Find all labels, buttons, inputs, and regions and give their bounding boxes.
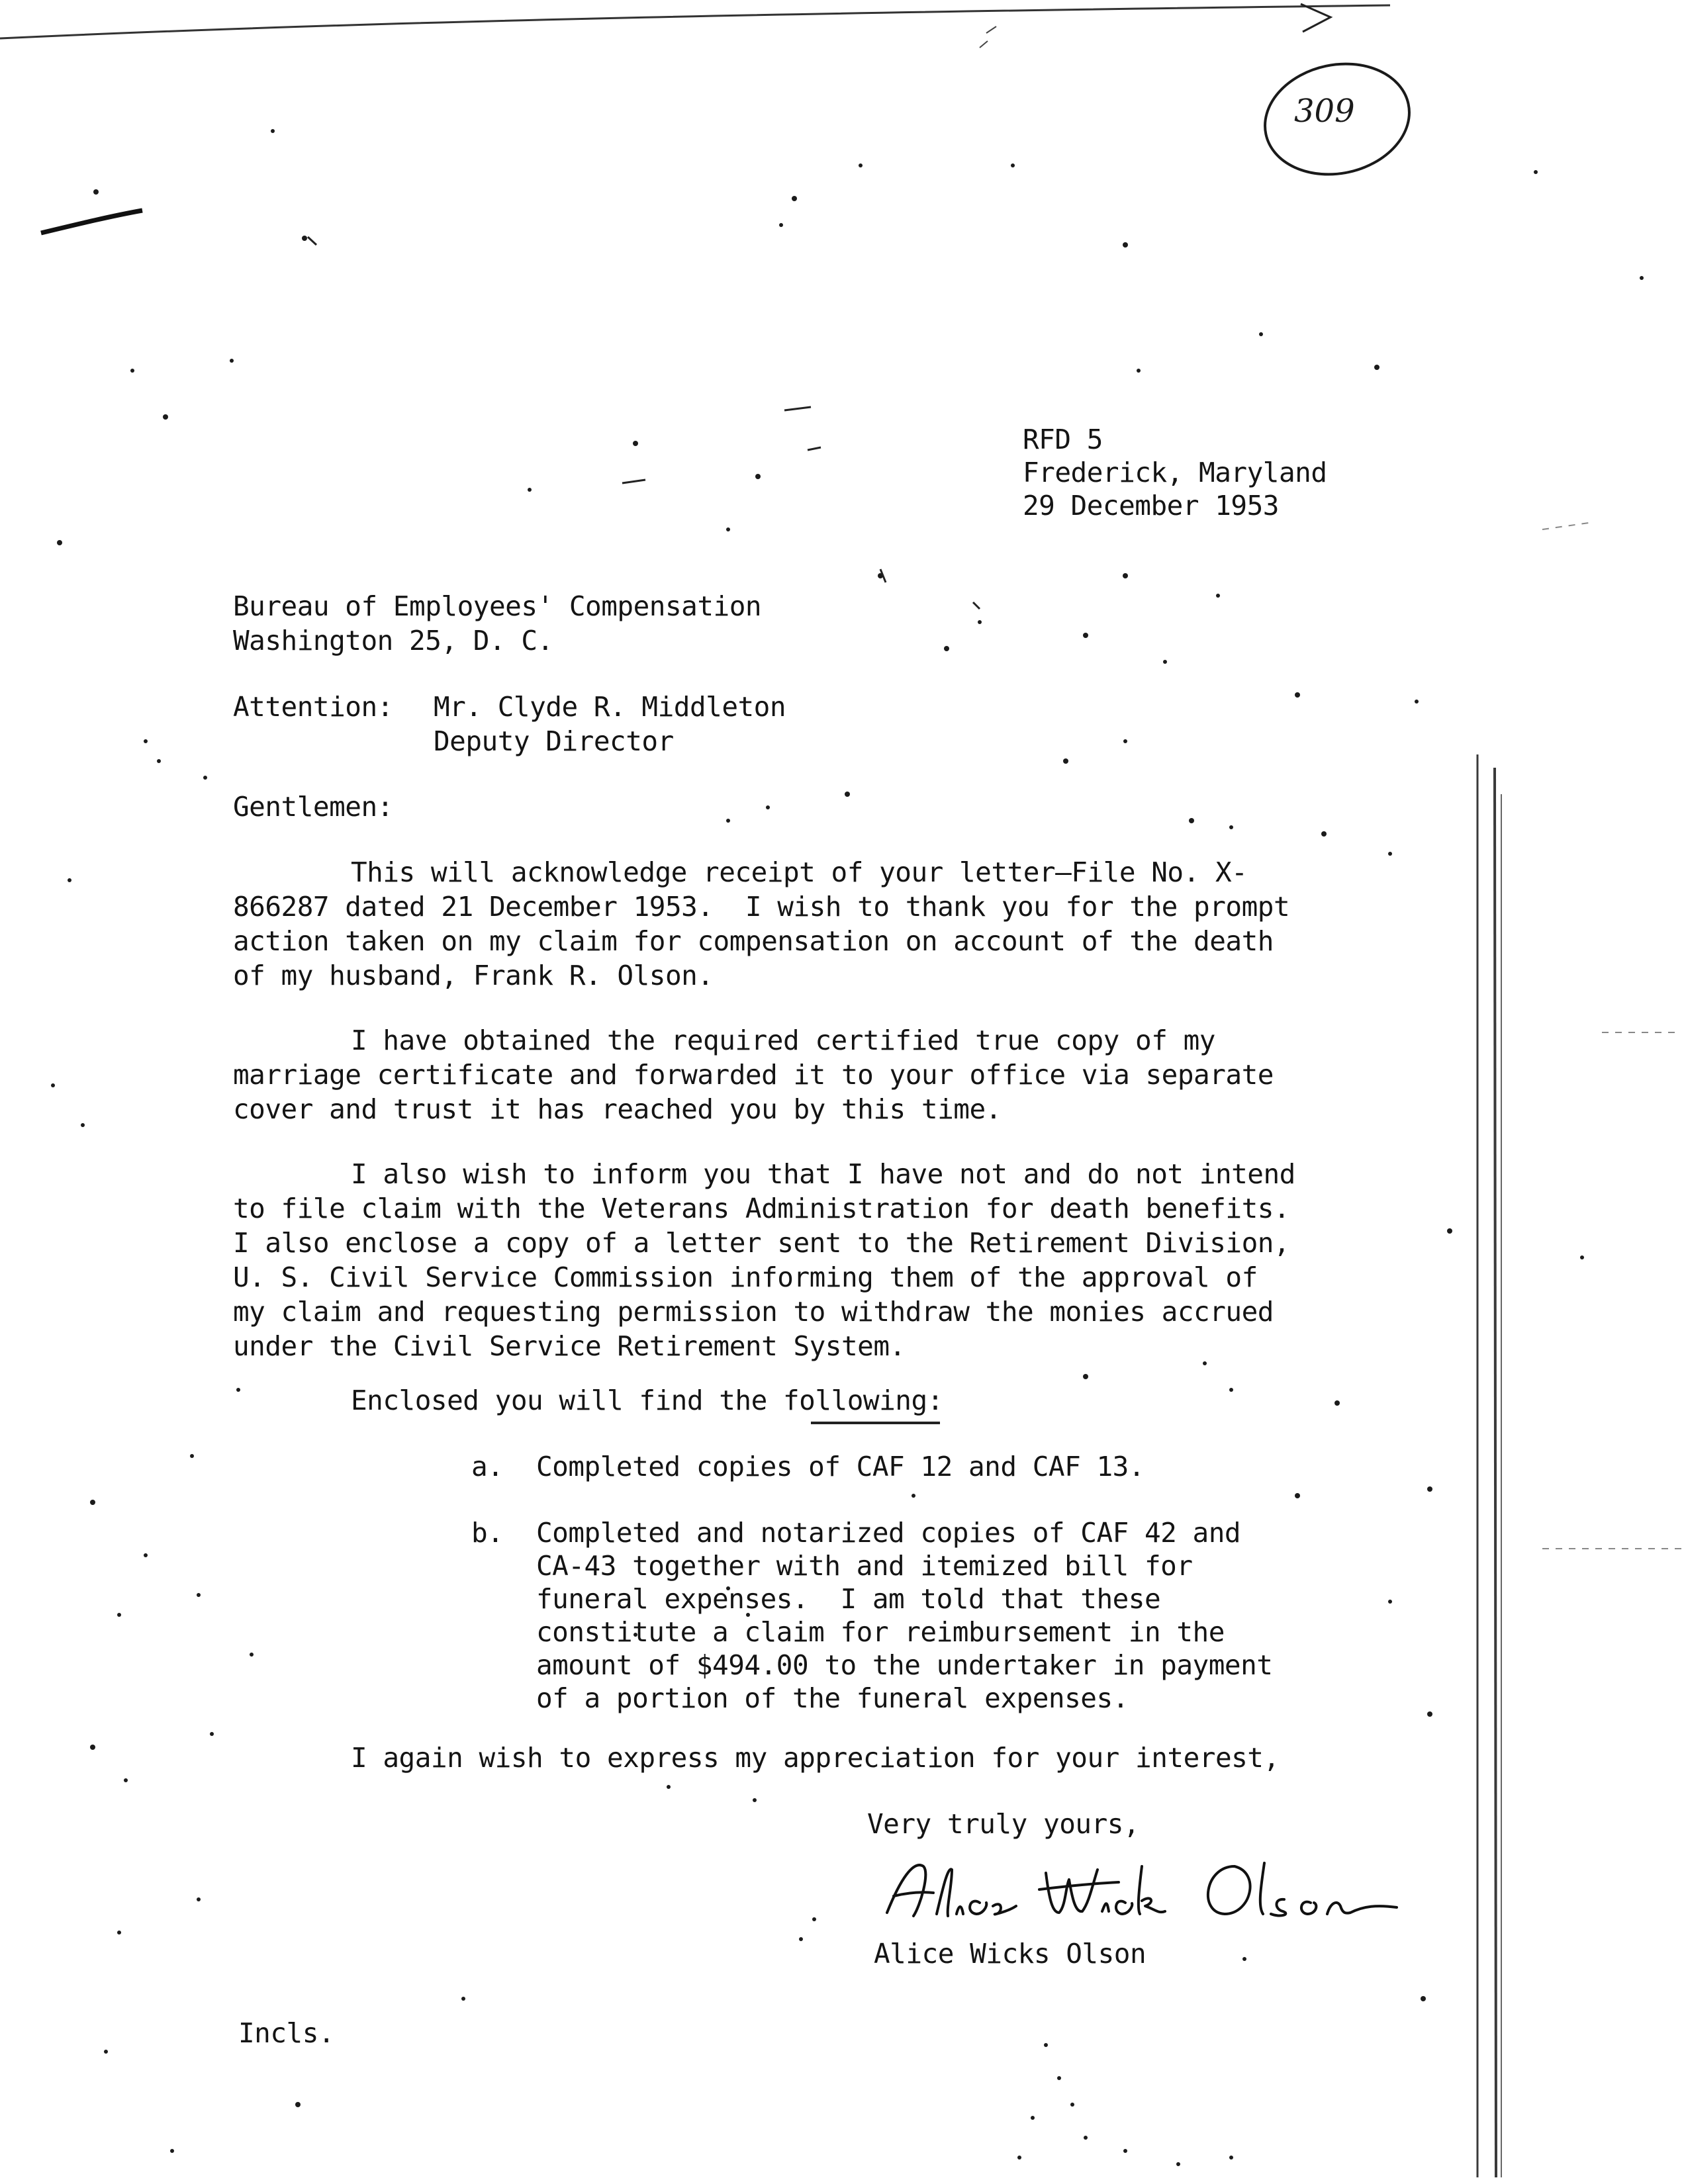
- paragraph-1-line-2: 866287 dated 21 December 1953. I wish to thank you for the prompt: [233, 891, 1290, 923]
- paragraph-1-line-1: This will acknowledge receipt of your letter—File No. X-: [351, 856, 1248, 888]
- page-number: 309: [1294, 93, 1355, 130]
- paragraph-2-line-3: cover and trust it has reached you by this time.: [233, 1093, 1002, 1125]
- enclosure-b-line-5: amount of $494.00 to the undertaker in payment: [536, 1649, 1273, 1681]
- paragraph-1-line-4: of my husband, Frank R. Olson.: [233, 960, 714, 991]
- recipient-line-1: Bureau of Employees' Compensation: [233, 590, 762, 622]
- sender-address-line-1: RFD 5: [1023, 424, 1103, 455]
- attention-title: Deputy Director: [434, 725, 674, 757]
- complimentary-close: Very truly yours,: [867, 1808, 1140, 1840]
- attention-label: Attention:: [233, 691, 393, 723]
- paragraph-2-line-1: I have obtained the required certified true copy of my: [351, 1024, 1215, 1056]
- signer-name: Alice Wicks Olson: [874, 1938, 1146, 1970]
- enclosure-a-marker: a.: [471, 1451, 504, 1482]
- sender-address-line-2: Frederick, Maryland: [1023, 457, 1327, 488]
- paragraph-3-line-5: my claim and requesting permission to withdraw the monies accrued: [233, 1296, 1274, 1328]
- enclosure-b-marker: b.: [471, 1517, 504, 1549]
- salutation: Gentlemen:: [233, 791, 393, 823]
- enclosure-b-line-2: CA-43 together with and itemized bill for: [536, 1550, 1193, 1582]
- paragraph-3-line-4: U. S. Civil Service Commission informing them of the approval of: [233, 1261, 1258, 1293]
- paragraph-1-line-3: action taken on my claim for compensation on account of the death: [233, 925, 1274, 957]
- enclosure-b-line-3: funeral expenses. I am told that these: [536, 1583, 1161, 1615]
- enclosure-b-line-4: constitute a claim for reimbursement in the: [536, 1616, 1225, 1648]
- paragraph-3-line-3: I also enclose a copy of a letter sent to the Retirement Division,: [233, 1227, 1290, 1259]
- paragraph-3-line-2: to file claim with the Veterans Administration for death benefits.: [233, 1193, 1290, 1224]
- enclosure-a-line-1: Completed copies of CAF 12 and CAF 13.: [536, 1451, 1145, 1482]
- enclosure-notation: Incls.: [238, 2017, 335, 2049]
- paragraph-2-line-2: marriage certificate and forwarded it to your office via separate: [233, 1059, 1274, 1091]
- enclosed-intro: Enclosed you will find the following:: [351, 1385, 943, 1416]
- paragraph-3-line-6: under the Civil Service Retirement System.: [233, 1330, 906, 1362]
- handwritten-signature: [874, 1840, 1417, 1939]
- paragraph-3-line-1: I also wish to inform you that I have not and do not intend: [351, 1158, 1295, 1190]
- enclosure-b-line-6: of a portion of the funeral expenses.: [536, 1682, 1129, 1714]
- attention-name: Mr. Clyde R. Middleton: [434, 691, 786, 723]
- recipient-line-2: Washington 25, D. C.: [233, 625, 553, 657]
- closing-sentence: I again wish to express my appreciation for your interest,: [351, 1742, 1280, 1774]
- letter-date: 29 December 1953: [1023, 490, 1279, 522]
- enclosure-b-line-1: Completed and notarized copies of CAF 42 and: [536, 1517, 1241, 1549]
